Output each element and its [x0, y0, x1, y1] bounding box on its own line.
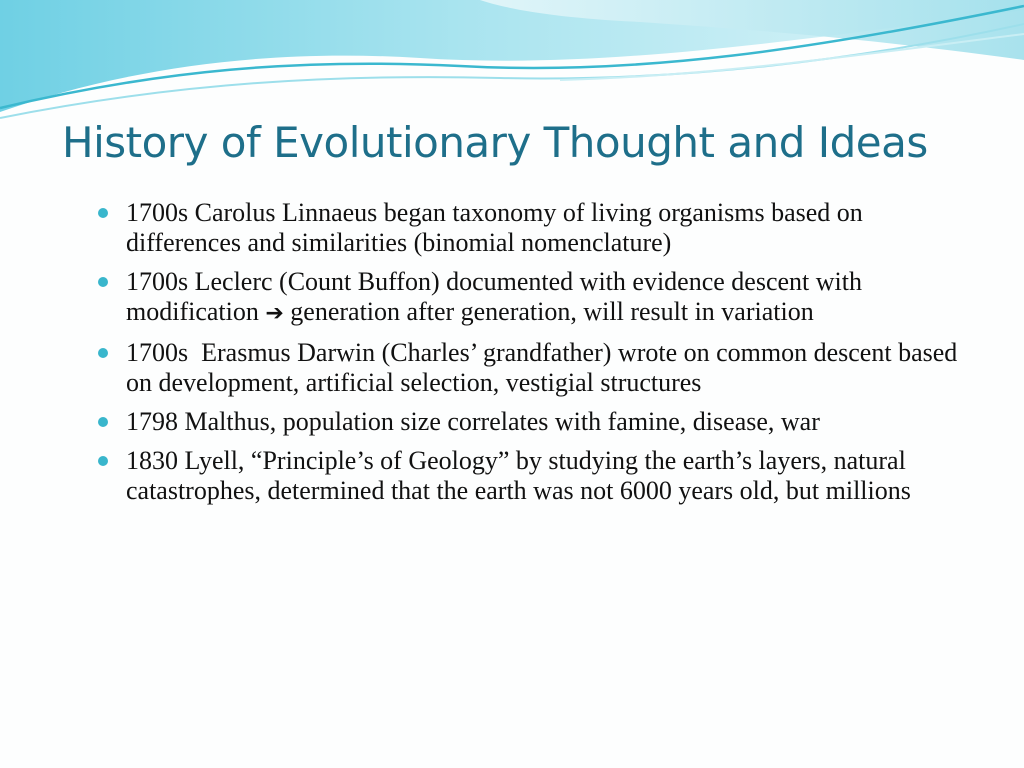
bullet-text: 1700s Erasmus Darwin (Charles’ grandfather) wrote on common descent based on development, artificial selection, vestigial structures — [126, 338, 964, 397]
bullet-list — [98, 198, 978, 515]
bullet-item-malthus — [98, 407, 978, 437]
bullet-item-erasmus-darwin — [98, 338, 978, 398]
bullet-dot-icon — [98, 208, 108, 218]
bullet-text-continuation: generation after generation, will result in variation — [290, 297, 814, 326]
bullet-text: 1830 Lyell, “Principle’s of Geology” by studying the earth’s layers, natural catastrophes, determined that the earth was not 6000 years old, but millions — [126, 446, 911, 505]
bullet-dot-icon — [98, 417, 108, 427]
bullet-dot-icon — [98, 456, 108, 466]
bullet-item-buffon — [98, 267, 978, 329]
bullet-dot-icon — [98, 348, 108, 358]
bullet-dot-icon — [98, 277, 108, 287]
bullet-text: 1700s Carolus Linnaeus began taxonomy of living organisms based on differences and similarities (binomial nomenclature) — [126, 198, 863, 257]
header-wave-decoration — [0, 0, 1024, 130]
bullet-item-lyell — [98, 446, 978, 506]
bullet-text: 1700s Leclerc (Count Buffon) documented with evidence descent with modification — [126, 267, 862, 326]
slide-title: History of Evolutionary Thought and Ideas — [62, 118, 928, 167]
bullet-item-linnaeus — [98, 198, 978, 258]
bullet-text: 1798 Malthus, population size correlates with famine, disease, war — [126, 407, 820, 436]
right-arrow-icon: ➔ — [265, 301, 284, 326]
